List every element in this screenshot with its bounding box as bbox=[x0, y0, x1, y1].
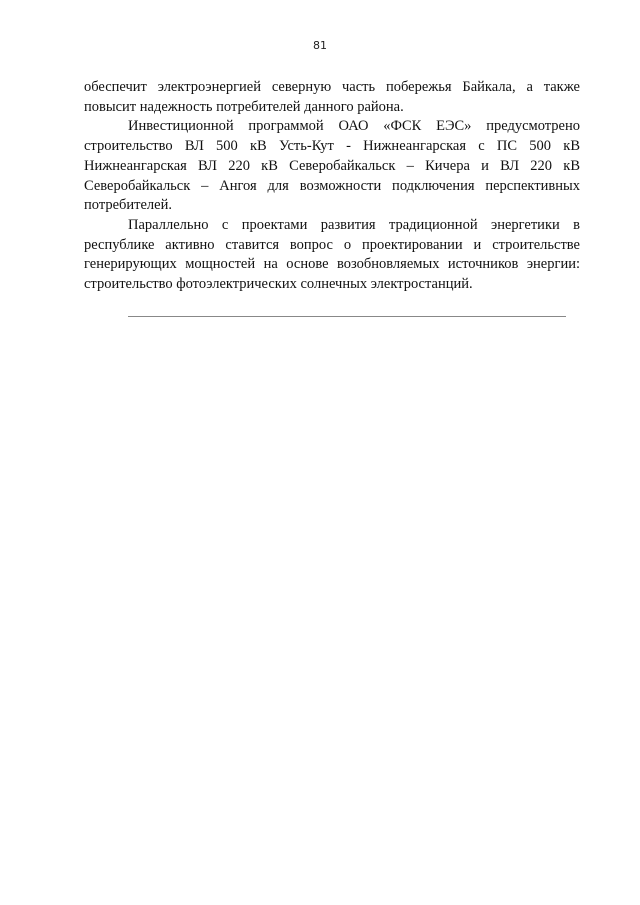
paragraph-renewable-energy: Параллельно с проектами развития традиционной энергетики в республике активно ставится вопрос о проектировании и строительстве генерирующих мощностей на основе возобновляемых источников энергии: строительство фотоэлектрических солнечных электростанций. bbox=[84, 216, 580, 293]
paragraph-continuation: обеспечит электроэнергией северную часть побережья Байкала, а также повысит надежность потребителей данного района. bbox=[84, 79, 580, 115]
section-separator-line bbox=[128, 316, 566, 317]
page-number: 81 bbox=[313, 39, 327, 52]
body-text bbox=[84, 78, 580, 295]
paragraph-investment-program: Инвестиционной программой ОАО «ФСК ЕЭС» предусмотрено строительство ВЛ 500 кВ Усть-Кут - Нижнеангарская с ПС 500 кВ Нижнеангарская ВЛ 220 кВ Северобайкальск – Кичера и ВЛ 220 кВ Северобайкальск – Ангоя для возможности подключения перспективных потребителей. bbox=[84, 118, 580, 214]
